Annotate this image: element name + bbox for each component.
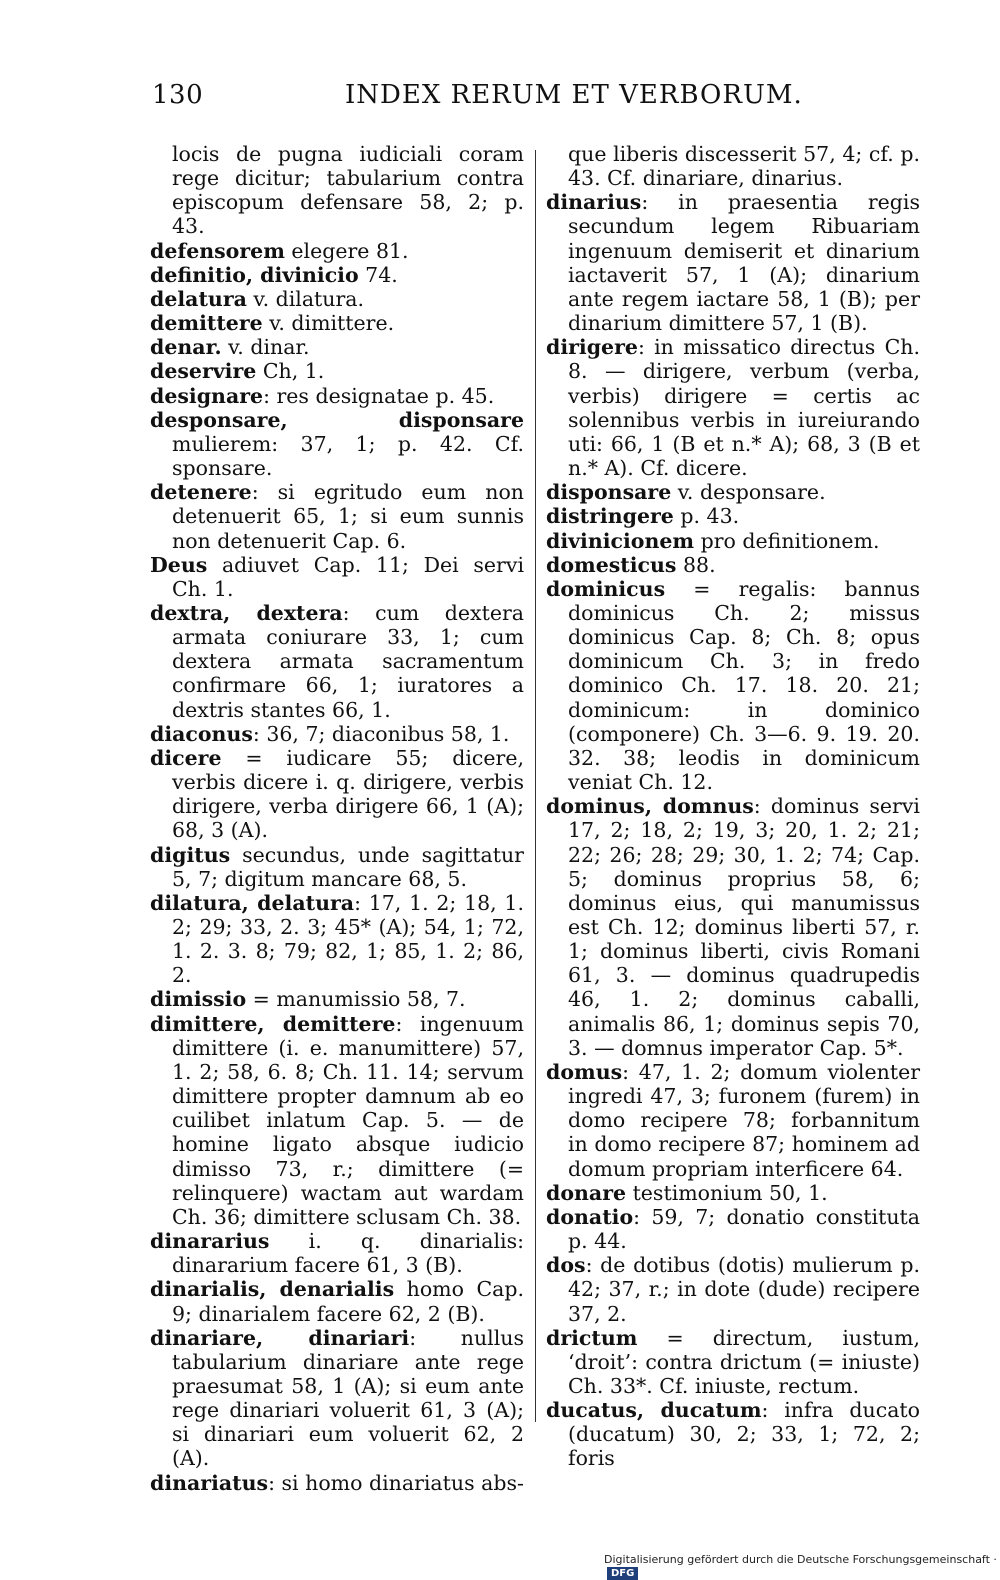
entry-text: : si egritudo eum non detenuerit 65, 1; si eum sunnis non detenuerit Cap. 6.: [172, 480, 524, 553]
headword: demittere: [150, 311, 263, 336]
footer-credit: [604, 1553, 1000, 1580]
entry-text: v. desponsare.: [671, 480, 826, 505]
index-entry: [150, 359, 524, 383]
headword: definitio, divinicio: [150, 262, 359, 287]
headword: dominus, domnus: [546, 794, 754, 819]
index-entry: [150, 1277, 524, 1325]
headword: distringere: [546, 504, 674, 529]
running-header: [0, 80, 1000, 120]
headword: dimissio: [150, 987, 247, 1012]
entry-text: 88.: [676, 552, 716, 577]
entry-text: secundus, unde sagittatur 5, 7; digitum mancare 68, 5.: [172, 842, 524, 891]
entry-text: : 36, 7; diaconibus 58, 1.: [252, 721, 510, 746]
entry-text: mulierem: 37, 1; p. 42. Cf. sponsare.: [172, 431, 524, 481]
right-column: [546, 142, 920, 1471]
entry-text: homo Cap. 9; dinarialem facere 62, 2 (B).: [172, 1277, 525, 1326]
index-entry: [150, 1012, 524, 1229]
headword: defensorem: [150, 238, 285, 263]
headword: deservire: [150, 359, 257, 384]
index-entry: [546, 1181, 920, 1205]
headword: desponsare, disponsare: [150, 407, 524, 432]
entry-text: i. q. dinarialis: dinararium facere 61, 3 (B).: [172, 1229, 524, 1278]
entry-text: = manumissio 58, 7.: [246, 987, 466, 1012]
index-entry: [546, 480, 920, 504]
headword: Deus: [150, 552, 208, 577]
index-entry: [546, 335, 920, 480]
headword: divinicionem: [546, 528, 695, 553]
entry-text: : dominus servi 17, 2; 18, 2; 19, 3; 20, 1. 2; 21; 22; 26; 28; 29; 30, 1. 2; 74; Cap. 5; dominus proprius 58, 6; dominus eius, qui manumissus est Ch. 12; dominus liberti 57, r. 1; dominus liberti, civis Romani 61, 3. — dominus quadrupedis 46, 1. 2; dominus caballi, animalis 86, 1; dominus sepis 70, 3. — domnus imperator Cap. 5*.: [568, 794, 920, 1060]
entry-text: : 47, 1. 2; domum violenter ingredi 47, 3; furonem (furem) in domo recipere 78; forbannitum in domo recipere 87; hominem ad domum propriam interficere 64.: [568, 1059, 920, 1181]
headword: dimittere, demittere: [150, 1011, 396, 1036]
entry-text: : in missatico directus Ch. 8. — dirigere, verbum (verba, verbis) dirigere = certis ac solennibus verbis in iureiurando uti: 66, 1 (B et n.* A); 68, 3 (B et n.* A). Cf. dicere.: [568, 335, 920, 481]
headword: dinariare, dinariari: [150, 1325, 410, 1350]
index-entry: [150, 384, 524, 408]
index-entry: [150, 843, 524, 891]
headword: dinarialis, denarialis: [150, 1277, 395, 1302]
index-entry: [546, 1398, 920, 1470]
headword: domus: [546, 1059, 623, 1084]
entry-text: p. 43.: [673, 504, 740, 529]
entry-text: Ch, 1.: [256, 359, 325, 384]
index-entry: [150, 746, 524, 843]
entry-text: : 59, 7; donatio constituta p. 44.: [568, 1204, 920, 1254]
headword: dominicus: [546, 576, 666, 601]
index-entry: [150, 1229, 524, 1277]
index-entry: [150, 891, 524, 988]
index-entry: [150, 480, 524, 552]
index-entry: [150, 722, 524, 746]
index-entry: [150, 553, 524, 601]
index-entry: [546, 1253, 920, 1325]
index-entry: [150, 142, 524, 239]
entry-text: : infra ducato (ducatum) 30, 2; 33, 1; 72, 2; foris: [568, 1398, 921, 1471]
index-entry: [546, 190, 920, 335]
entry-text: : de dotibus (dotis) mulierum p. 42; 37, r.; in dote (dude) recipere 37, 2.: [568, 1253, 920, 1326]
page-number: 130: [152, 80, 204, 110]
index-entry: [546, 1326, 920, 1398]
headword: disponsare: [546, 480, 672, 505]
headword: delatura: [150, 286, 247, 311]
headword: denar.: [150, 335, 222, 360]
entry-text: v. dilatura.: [246, 286, 365, 311]
headword: donare: [546, 1180, 627, 1205]
entry-text: elegere 81.: [284, 238, 409, 263]
headword: digitus: [150, 842, 231, 867]
index-entry: [150, 601, 524, 722]
index-entry: [150, 287, 524, 311]
entry-text: pro definitionem.: [694, 528, 880, 553]
headword: dicere: [150, 745, 222, 770]
index-entry: [546, 504, 920, 528]
entry-text: : nullus tabularium dinariare ante rege praesumat 58, 1 (A); si eum ante rege dinariari voluerit 61, 3 (A); si dinariari eum voluerit 62, 2 (A).: [172, 1325, 524, 1471]
index-entry: [150, 1326, 524, 1471]
index-entry: [546, 529, 920, 553]
headword: dinararius: [150, 1229, 270, 1254]
entry-text: : in praesentia regis secundum legem Ribuariam ingenuum demiserit et dinarium iactaverit 57, 1 (A); dinarium ante regem iactare 58, 1 (B); per dinarium dimittere 57, 1 (B).: [568, 190, 920, 336]
headword: dirigere: [546, 335, 638, 360]
left-column: [150, 142, 524, 1495]
entry-text: que liberis discesserit 57, 4; cf. p. 43. Cf. dinariare, dinarius.: [568, 142, 920, 191]
entry-text: 74.: [358, 262, 398, 287]
entry-text: v. dinar.: [221, 335, 310, 360]
headword: dos: [546, 1253, 586, 1278]
headword: donatio: [546, 1204, 634, 1229]
entry-text: = iudicare 55; dicere, verbis dicere i. q. dirigere, verbis dirigere, verba dirigere 66, 1 (A); 68, 3 (A).: [172, 745, 524, 843]
entry-text: : cum dextera armata coniurare 33, 1; cum dextera armata sacramentum confirmare 66, 1; iuratores a dextris stantes 66, 1.: [172, 600, 524, 722]
column-divider: [535, 150, 536, 1422]
headword: ducatus, ducatum: [546, 1398, 762, 1423]
running-title: INDEX RERUM ET VERBORUM.: [345, 80, 803, 110]
entry-text: : res designatae p. 45.: [263, 383, 495, 408]
index-entry: [150, 987, 524, 1011]
entry-text: testimonium 50, 1.: [626, 1180, 828, 1205]
index-entry: [150, 335, 524, 359]
index-entry: [546, 1060, 920, 1181]
headword: detenere: [150, 480, 252, 505]
entry-text: : ingenuum dimittere (i. e. manumittere) 57, 1. 2; 58, 6. 8; Ch. 11. 14; servum dimittere propter damnum ab eo cuilibet inlatum Cap. 5. — de homine ligato absque iudicio dimisso 73, r.; dimittere (= relinquere) wactam aut wardam Ch. 36; dimittere sclusam Ch. 38.: [172, 1011, 524, 1229]
index-entry: [546, 1205, 920, 1253]
footer-text: Digitalisierung gefördert durch die Deutsche Forschungsgemeinschaft ·: [604, 1553, 997, 1566]
index-entry: [150, 408, 524, 480]
entry-text: : si homo dinariatus abs-: [268, 1470, 524, 1495]
headword: drictum: [546, 1325, 638, 1350]
index-entry: [546, 553, 920, 577]
index-entry: [546, 577, 920, 794]
index-entry: [150, 311, 524, 335]
entry-text: : 17, 1. 2; 18, 1. 2; 29; 33, 2. 3; 45* (A); 54, 1; 72, 1. 2. 3. 8; 79; 82, 1; 85, 1. 2; 86, 2.: [172, 890, 524, 988]
entry-text: = directum, iustum, ‘droit’: contra drictum (= iniuste) Ch. 33*. Cf. iniuste, rectum.: [568, 1325, 920, 1398]
index-entry: [150, 239, 524, 263]
index-entry: [150, 263, 524, 287]
headword: dilatura, delatura: [150, 890, 355, 915]
headword: dextra, dextera: [150, 600, 343, 625]
entry-text: adiuvet Cap. 11; Dei servi Ch. 1.: [172, 552, 524, 601]
headword: diaconus: [150, 721, 253, 746]
entry-text: locis de pugna iudiciali coram rege dicitur; tabularium contra episcopum defensare 58, 2; p. 43.: [172, 142, 524, 239]
headword: dinarius: [546, 190, 642, 215]
entry-text: v. dimittere.: [262, 311, 395, 336]
headword: designare: [150, 383, 264, 408]
index-entry: [546, 142, 920, 190]
index-entry: [546, 794, 920, 1060]
headword: dinariatus: [150, 1470, 269, 1495]
entry-text: = regalis: bannus dominicus Ch. 2; missus dominicus Cap. 8; Ch. 8; opus dominicum Ch. 3; in fredo dominico Ch. 17. 18. 20. 21; dominicum: in dominico (componere) Ch. 3—6. 9. 19. 20. 32. 38; leodis in dominicum veniat Ch. 12.: [568, 576, 920, 795]
dfg-logo: DFG: [607, 1567, 638, 1580]
index-entry: [150, 1471, 524, 1495]
headword: domesticus: [546, 552, 677, 577]
